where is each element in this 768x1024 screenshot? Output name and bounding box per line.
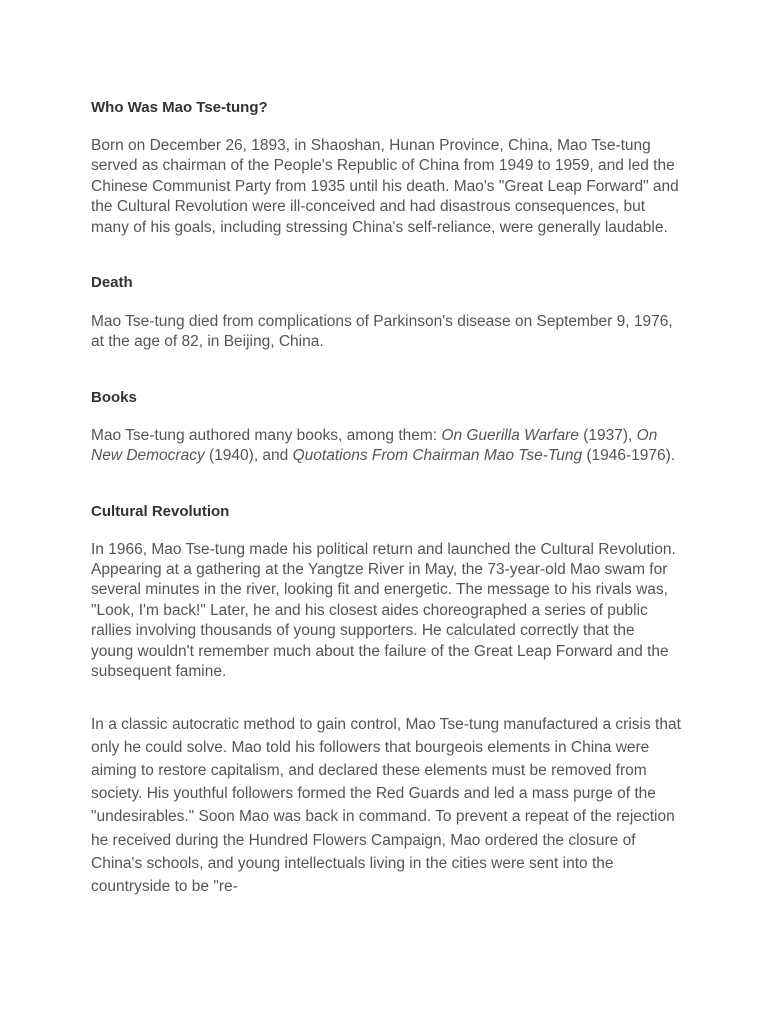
paragraph-cultural-revolution-2: In a classic autocratic method to gain control, Mao Tse-tung manufactured a crisis that only he could solve. Mao told his followers that bourgeois elements in China were aiming to restore capitalism, and declared these elements must be removed from society. His youthful followers formed the Red Guards and led a mass purge of the "undesirables." Soon Mao was back in command. To prevent a repeat of the rejection he received during the Hundred Flowers Campaign, Mao ordered the closure of China's schools, and young intellectuals living in the cities were sent into the countryside to be "re- — [91, 715, 681, 895]
book-year-1946-1976: (1946-1976). — [582, 447, 676, 465]
heading-death: Death — [91, 274, 133, 292]
book-title-quotations: Quotations From Chairman Mao Tse-Tung — [292, 447, 583, 465]
books-intro-text: Mao Tse-tung authored many books, among them: — [91, 426, 442, 444]
paragraph-cultural-revolution-1: In 1966, Mao Tse-tung made his political return and launched the Cultural Revolution. Appearing at a gathering at the Yangtze River in May, the 73-year-old Mao swam for several minutes in the river, looking fit and energetic. The message to his rivals was, "Look, I'm back!" Later, he and his closest aides choreographed a series of public rallies involving thousands of young supporters. He calculated correctly that the young wouldn't remember much about the failure of the Great Leap Forward and the subsequent famine. — [91, 540, 676, 681]
book-title-guerilla-warfare: On Guerilla Warfare — [441, 426, 579, 444]
paragraph-intro: Born on December 26, 1893, in Shaoshan, Hunan Province, China, Mao Tse-tung served as chairman of the People's Republic of China from 1949 to 1959, and led the Chinese Communist Party from 1935 until his death. Mao's "Great Leap Forward" and the Cultural Revolution were ill-conceived and had disastrous consequences, but many of his goals, including stressing China's self-reliance, were generally laudable. — [91, 137, 679, 236]
book-title-new-democracy: On New Democracy — [91, 426, 658, 465]
book-year-1940: (1940), and — [204, 447, 293, 465]
book-year-1937: (1937), — [578, 426, 637, 444]
heading-cultural-revolution: Cultural Revolution — [91, 502, 230, 520]
heading-who-was-mao: Who Was Mao Tse-tung? — [91, 99, 268, 116]
paragraph-books — [91, 426, 681, 467]
heading-books: Books — [91, 388, 137, 406]
document-page — [91, 98, 681, 898]
paragraph-death: Mao Tse-tung died from complications of Parkinson's disease on September 9, 1976, at the age of 82, in Beijing, China. — [91, 313, 673, 351]
